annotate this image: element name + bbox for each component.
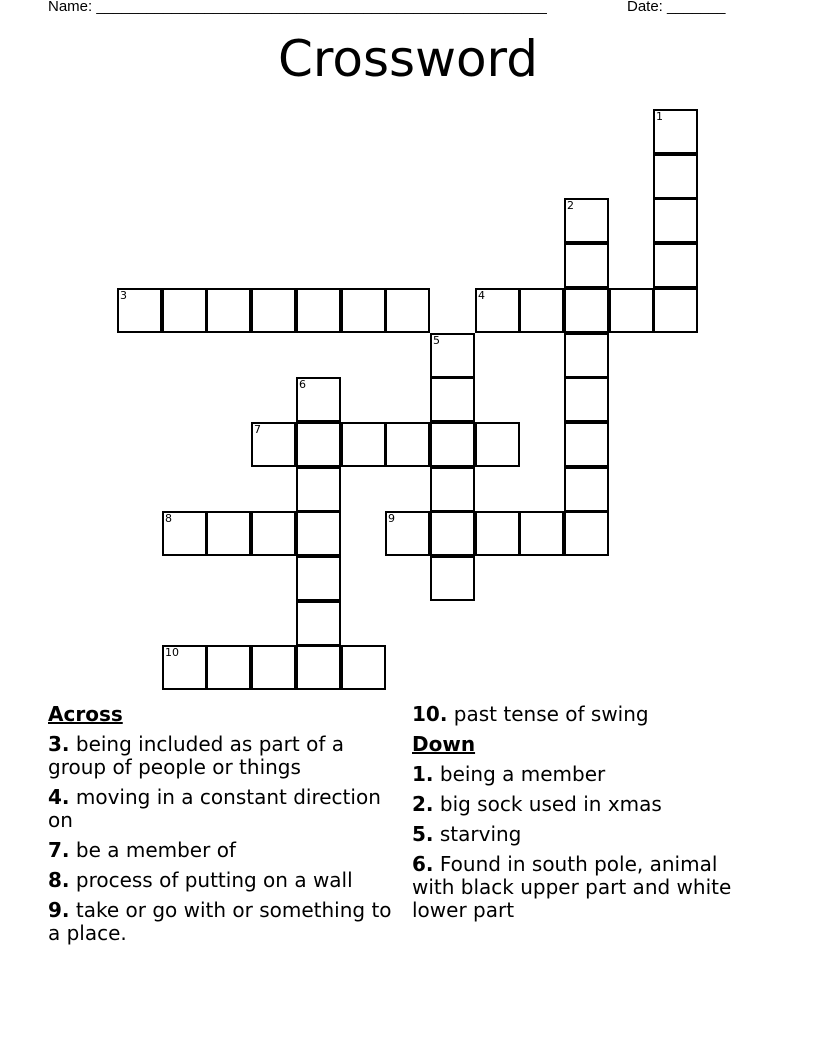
clue-across-9 [48,899,393,945]
clue-number: 4. [48,785,70,809]
date-field-line: Date: _______ [627,0,726,15]
cell-number: 8 [165,512,172,525]
page-title: Crossword [278,30,538,88]
clue-text: Found in south pole, animal with black upper part and white lower part [412,852,732,922]
crossword-cell[interactable] [341,422,386,467]
cell-number: 6 [299,378,306,391]
clue-text: be a member of [69,838,236,862]
clue-down-2 [412,793,742,816]
crossword-cell[interactable] [564,288,609,333]
crossword-cell[interactable] [296,645,341,690]
crossword-cell[interactable] [564,511,609,556]
crossword-cell[interactable] [564,333,609,378]
crossword-cell[interactable] [162,511,207,556]
crossword-cell[interactable] [385,288,430,333]
crossword-cell[interactable] [296,556,341,601]
clue-number: 5. [412,822,434,846]
crossword-cell[interactable] [162,288,207,333]
cell-number: 7 [254,423,261,436]
clue-text: starving [433,822,522,846]
clue-text: process of putting on a wall [69,868,353,892]
crossword-cell[interactable] [475,422,520,467]
cell-number: 2 [567,199,574,212]
crossword-cell[interactable] [653,109,698,154]
crossword-cell[interactable] [519,511,564,556]
crossword-cell[interactable] [296,601,341,646]
name-field-line: Name: ______________________________________________________ [48,0,547,15]
crossword-cell[interactable] [564,467,609,512]
crossword-cell[interactable] [162,645,207,690]
clue-number: 8. [48,868,70,892]
across-heading: Across [48,702,123,726]
crossword-cell[interactable] [564,377,609,422]
crossword-cell[interactable] [296,467,341,512]
crossword-cell[interactable] [341,645,386,690]
crossword-cell[interactable] [430,511,475,556]
clue-number: 9. [48,898,70,922]
crossword-cell[interactable] [430,422,475,467]
crossword-cell[interactable] [564,198,609,243]
clue-number: 3. [48,732,70,756]
clue-text: being a member [433,762,606,786]
crossword-cell[interactable] [296,422,341,467]
clue-across-4 [48,786,393,832]
crossword-cell[interactable] [564,422,609,467]
clue-across-8 [48,869,393,892]
crossword-cell[interactable] [653,154,698,199]
crossword-cell[interactable] [653,198,698,243]
crossword-cell[interactable] [296,288,341,333]
crossword-cell[interactable] [251,422,296,467]
crossword-cell[interactable] [653,243,698,288]
clue-across-10 [412,703,742,726]
crossword-cell[interactable] [653,288,698,333]
crossword-cell[interactable] [385,511,430,556]
crossword-cell[interactable] [564,243,609,288]
crossword-cell[interactable] [475,511,520,556]
down-heading: Down [412,732,476,756]
clue-number: 6. [412,852,434,876]
cell-number: 3 [120,289,127,302]
crossword-cell[interactable] [251,645,296,690]
crossword-cell[interactable] [475,288,520,333]
crossword-cell[interactable] [430,556,475,601]
crossword-cell[interactable] [430,467,475,512]
clue-number: 10. [412,702,448,726]
crossword-cell[interactable] [609,288,654,333]
clue-down-6 [412,853,742,922]
crossword-cell[interactable] [117,288,162,333]
cell-number: 1 [656,110,663,123]
crossword-cell[interactable] [206,288,251,333]
crossword-cell[interactable] [341,288,386,333]
clue-across-7 [48,839,393,862]
crossword-cell[interactable] [251,511,296,556]
clue-text: take or go with or something to a place. [48,898,392,945]
crossword-cell[interactable] [296,511,341,556]
clue-text: moving in a constant direction on [48,785,381,832]
clue-across-3 [48,733,393,779]
clues-left-column [48,703,393,952]
crossword-cell[interactable] [385,422,430,467]
clue-text: being included as part of a group of people or things [48,732,344,779]
cell-number: 10 [165,646,179,659]
clue-down-5 [412,823,742,846]
cell-number: 9 [388,512,395,525]
crossword-cell[interactable] [519,288,564,333]
crossword-cell[interactable] [430,377,475,422]
clue-text: past tense of swing [447,702,649,726]
clue-down-1 [412,763,742,786]
clue-number: 2. [412,792,434,816]
crossword-cell[interactable] [251,288,296,333]
clue-number: 1. [412,762,434,786]
crossword-cell[interactable] [206,511,251,556]
crossword-cell[interactable] [206,645,251,690]
clue-number: 7. [48,838,70,862]
cell-number: 5 [433,334,440,347]
clue-text: big sock used in xmas [433,792,662,816]
clues-right-column [412,703,742,929]
crossword-cell[interactable] [296,377,341,422]
cell-number: 4 [478,289,485,302]
crossword-cell[interactable] [430,333,475,378]
